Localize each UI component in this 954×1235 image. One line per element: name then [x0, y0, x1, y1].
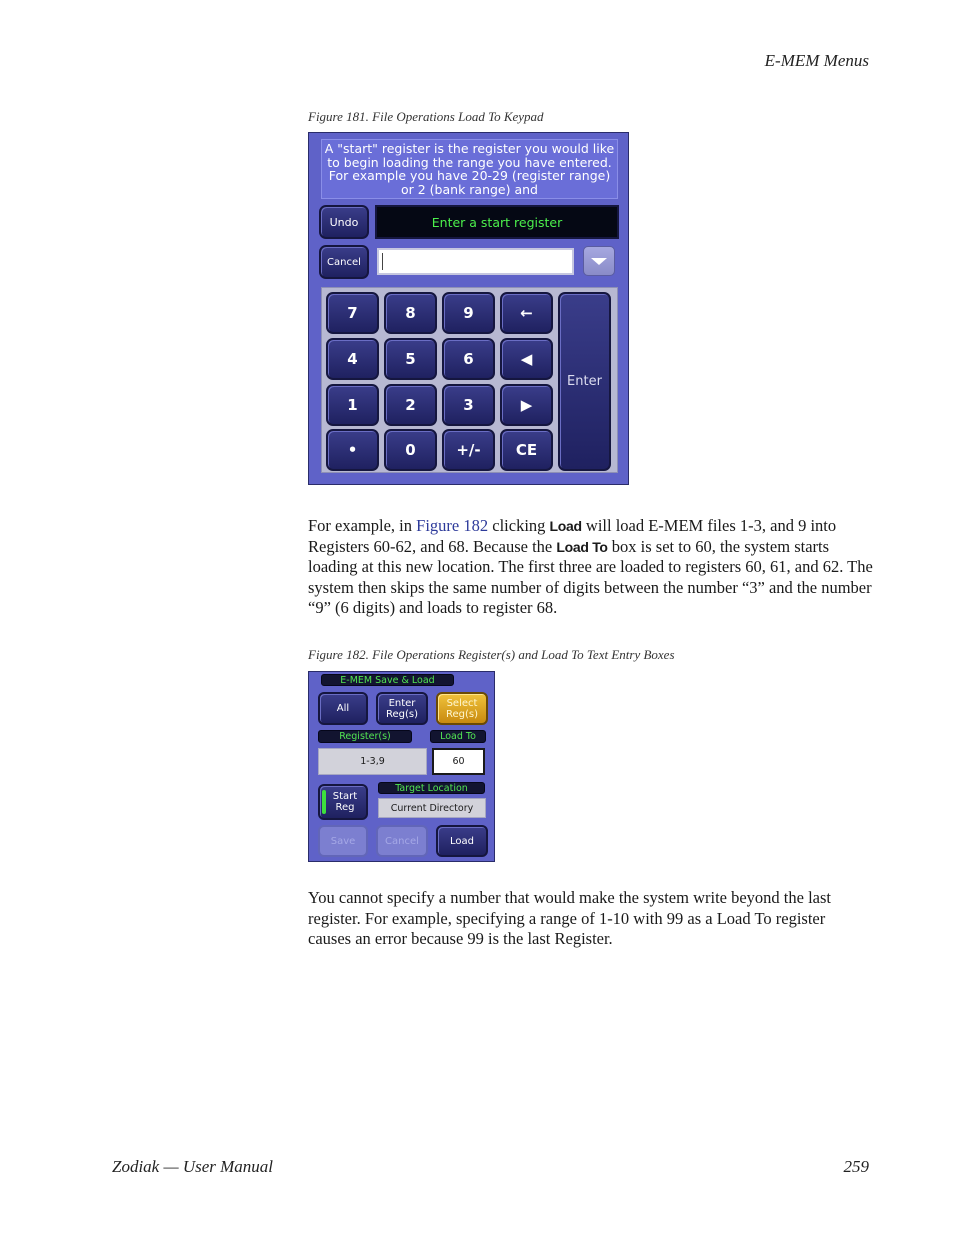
key-backspace[interactable] [500, 292, 553, 334]
registers-label: Register(s) [318, 730, 412, 743]
keypad-help-message: A "start" register is the register you would like to begin loading the range you have entered. For example you have 20-29 (register range) or 2 (bank range) and [321, 139, 618, 199]
running-header: E-MEM Menus [764, 51, 869, 70]
arrow-left-icon: ← [520, 304, 533, 322]
select-regs-button[interactable]: Select Reg(s) [436, 692, 488, 725]
start-reg-label: Start Reg [332, 791, 358, 813]
footer-title: Zodiak — User Manual [112, 1157, 274, 1176]
emem-save-load-panel [308, 671, 495, 862]
target-location-label: Target Location [378, 782, 485, 794]
keypad-prompt-display: Enter a start register [375, 205, 619, 239]
load-button[interactable]: Load [436, 825, 488, 857]
key-3[interactable]: 3 [442, 384, 495, 426]
cancel-button[interactable]: Cancel [319, 245, 369, 279]
register-entry-input[interactable] [377, 248, 574, 275]
figure-181-caption: Figure 181. File Operations Load To Keypad [308, 109, 544, 124]
key-decimal[interactable]: • [326, 429, 379, 471]
key-6[interactable]: 6 [442, 338, 495, 380]
key-4[interactable]: 4 [326, 338, 379, 380]
load-to-field[interactable]: 60 [432, 748, 485, 775]
registers-field[interactable]: 1-3,9 [318, 748, 427, 775]
key-cursor-left[interactable] [500, 338, 553, 380]
key-plus-minus[interactable]: +/- [442, 429, 495, 471]
key-0[interactable]: 0 [384, 429, 437, 471]
paragraph-text: For example, in [308, 516, 417, 535]
page-number: 259 [843, 1157, 869, 1176]
save-button[interactable]: Save [318, 825, 368, 857]
triangle-left-icon: ◀ [520, 350, 533, 368]
paragraph-text: will load E-MEM files 1-3, and 9 into Registers 60-62, and 68. Because the [308, 516, 837, 556]
key-9[interactable]: 9 [442, 292, 495, 334]
load-to-label: Load To [430, 730, 486, 743]
target-location-field[interactable]: Current Directory [378, 798, 486, 818]
cancel-button[interactable]: Cancel [376, 825, 428, 857]
text-caret [382, 253, 383, 270]
key-clear-entry[interactable]: CE [500, 429, 553, 471]
load-keyword: Load [549, 518, 582, 534]
load-to-keypad-panel [308, 132, 629, 485]
key-5[interactable]: 5 [384, 338, 437, 380]
key-2[interactable]: 2 [384, 384, 437, 426]
key-cursor-right[interactable] [500, 384, 553, 426]
triangle-right-icon: ▶ [520, 396, 533, 414]
body-paragraph-2: You cannot specify a number that would make the system write beyond the last register. For example, specifying a range of 1-10 with 99 as a Load To register causes an error because 99 is the last Register. [308, 888, 832, 948]
enter-button[interactable]: Enter [558, 292, 611, 471]
paragraph-text: box is set to 60, the system starts loading at this new location. The first three are loaded to registers 60, 61, and 62. The system then skips the same number of digits between the number “3” and the number “9” (6 digits) and loads to register 68. [308, 536, 873, 617]
active-indicator [322, 790, 326, 814]
key-8[interactable]: 8 [384, 292, 437, 334]
enter-regs-button[interactable]: Enter Reg(s) [376, 692, 428, 725]
chevron-down-icon [591, 258, 607, 265]
key-1[interactable]: 1 [326, 384, 379, 426]
key-7[interactable]: 7 [326, 292, 379, 334]
figure-182-caption: Figure 182. File Operations Register(s) and Load To Text Entry Boxes [308, 647, 675, 662]
emem-panel-title: E-MEM Save & Load [321, 674, 454, 686]
body-paragraph-1 [308, 516, 873, 619]
undo-button[interactable]: Undo [319, 205, 369, 239]
dropdown-button[interactable] [583, 246, 615, 276]
load-to-keyword: Load To [556, 538, 608, 555]
all-button[interactable]: All [318, 692, 368, 725]
figure-182-link[interactable]: Figure 182 [416, 516, 489, 535]
paragraph-text: clicking [488, 516, 550, 535]
start-reg-button[interactable] [318, 784, 368, 820]
